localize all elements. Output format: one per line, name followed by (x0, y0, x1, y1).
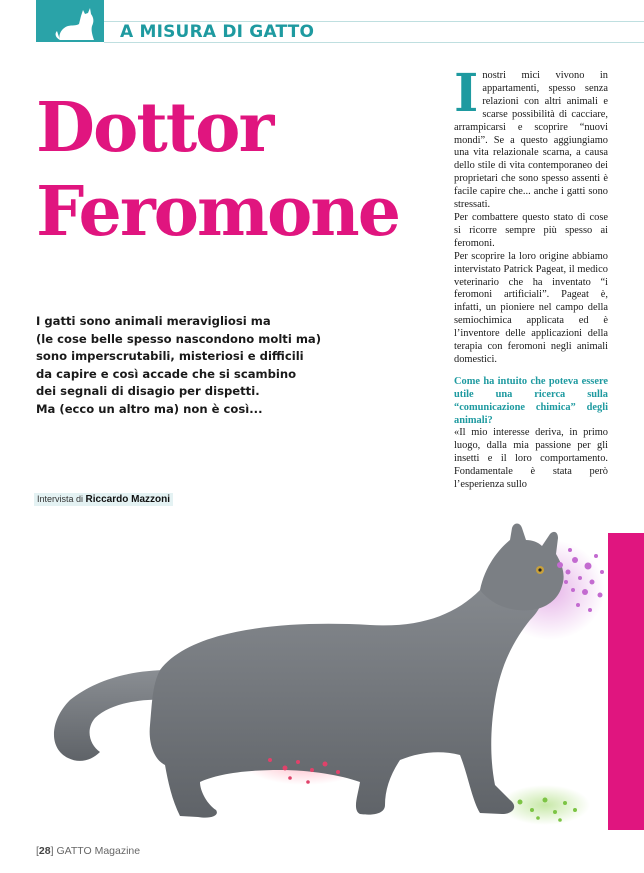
article-title (36, 86, 399, 254)
byline-prefix: Intervista di (37, 494, 84, 504)
dropcap: I (454, 63, 479, 124)
lead-line: da capire e così accade che si scambino (36, 366, 297, 381)
title-line: Dottor (36, 88, 273, 168)
lead-line: (le cose belle spesso nascondono molti ma) (36, 331, 322, 346)
byline-author: Riccardo Mazzoni (85, 494, 171, 505)
byline (34, 493, 173, 506)
article-paragraph (454, 63, 608, 212)
lead-line: I gatti sono animali meravigliosi ma (36, 314, 271, 328)
cat-illustration (40, 520, 620, 825)
page-number: 28 (38, 845, 51, 857)
article-text: nostri mici vivono in appartamenti, spesso senza relazioni con altri animali e scarse possibilità di cacciare, arrampicarsi e scoprire “nuovi mondi”. Se a questo aggiungiamo una vita relazionale scarna, a causa dello stile di vita contemporaneo dei proprietari che sono spesso assenti è facile capire che... anche i gatti sono stressati. (454, 70, 608, 211)
lead-paragraph (36, 313, 366, 418)
section-title: A MISURA DI GATTO (120, 22, 315, 42)
cat-eye-pupil (538, 568, 541, 571)
lead-line: dei segnali di disagio per dispetti. (36, 384, 260, 398)
page-footer: [28] GATTO Magazine (36, 845, 141, 857)
cat-head (480, 524, 564, 611)
interview-answer: «Il mio interesse deriva, in primo luogo, dalla mia passione per gli insetti e il loro comportamento. Fondamentale è stata però l’esperienza sullo (454, 427, 608, 491)
header-logo-box (36, 0, 104, 42)
article-column (454, 63, 608, 492)
header-rule (104, 42, 644, 43)
lead-line: Ma (ecco un altro ma) non è così... (36, 401, 263, 416)
cat-silhouette-icon (54, 4, 104, 42)
article-paragraph: Per scoprire la loro origine abbiamo intervistato Patrick Pageat, il medico veterinario che ha inventato “i feromoni artificiali”. Pageat è, infatti, un pioniere nel campo della semiochimica applicata ed è l’inventore delle applicazioni della terapia con feromoni negli animali domestici. (454, 250, 608, 365)
interview-question: Come ha intuito che poteva essere utile una ricerca sulla “comunicazione chimica” degli animali? (454, 375, 608, 426)
lead-line: sono imperscrutabili, misteriosi e difficili (36, 349, 304, 363)
title-line: Feromone (36, 172, 400, 252)
magazine-name: GATTO Magazine (56, 845, 141, 857)
article-paragraph: Per combattere questo stato di cose si ricorre sempre più spesso ai feromoni. (454, 211, 608, 249)
